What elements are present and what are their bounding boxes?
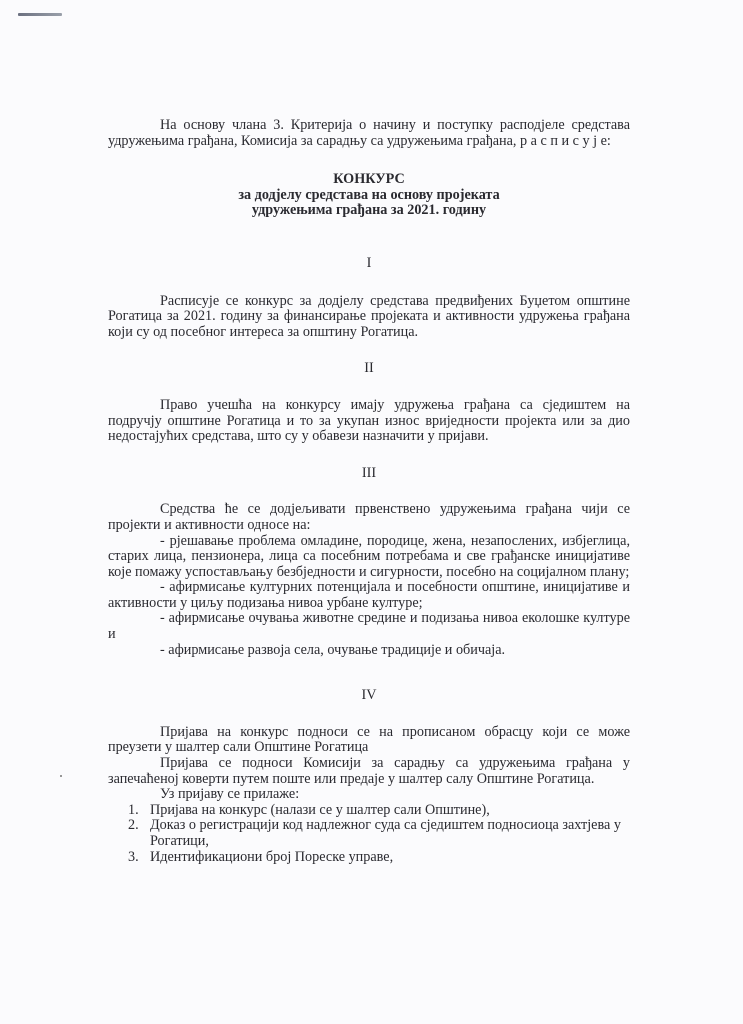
section-numeral-2: II	[364, 360, 374, 377]
document-title	[108, 172, 630, 219]
section-numeral-3: III	[361, 464, 377, 481]
document-body	[108, 118, 630, 865]
attachment-number: 2.	[128, 817, 139, 834]
attachment-number: 1.	[128, 801, 139, 818]
scan-edge-mark	[18, 13, 62, 16]
attachment-text: Доказ о регистрацији код надлежног суда са сједиштем подносиоца захтјева у Рогатици,	[150, 817, 621, 849]
attachment-text: Идентификациони број Пореске управе,	[150, 848, 394, 865]
section-2-paragraph: Право учешћа на конкурсу имају удружења грађана са сједиштем на подручју општине Рогатица и то за укупан износ вриједности пројекта или за дио недостајућих средстава, што су у обавези назначити у пријави.	[108, 396, 630, 445]
section-numeral-4: IV	[361, 687, 377, 704]
attachment-item	[108, 818, 630, 849]
attachment-item	[108, 850, 630, 866]
section-3-bullet-2: - афирмисање културних потенцијала и посебности општине, иницијативе и активности у циљу подизања нивоа урбане културе;	[108, 579, 630, 611]
section-3-bullet-4: - афирмисање развоја села, очување традиције и обичаја.	[160, 641, 506, 658]
title-line-1: КОНКУРС	[333, 171, 405, 188]
section-3-bullet-3: - афирмисање очувања животне средине и подизања нивоа еколошке културе и	[108, 610, 630, 643]
section-3-bullet-1: - рјешавање проблема омладине, породице, жена, незапослених, избјеглица, старих лица, пензионера, лица са посебним потребама и све грађанске иницијативе које помажу успостављању безбједности и сигурности, посебно на социјалном плану;	[108, 532, 630, 580]
attachments-intro: Уз пријаву се прилаже:	[160, 786, 300, 803]
attachments-list	[108, 803, 630, 865]
section-4-paragraph-1: Пријава на конкурс подноси се на прописаном обрасцу који се може преузети у шалтер сали Општине Рогатица	[108, 723, 630, 756]
section-1-paragraph: Расписује се конкурс за додјелу средстава предвиђених Буџетом општине Рогатица за 2021. годину за финансирање пројеката и активности удружења грађана који су од посебног интереса за општину Рогатица.	[108, 292, 630, 340]
section-numeral-1: I	[366, 254, 372, 271]
attachment-item	[108, 803, 630, 819]
title-line-2: за додјелу средстава на основу пројеката	[238, 186, 500, 203]
attachment-text: Пријава на конкурс (налази се у шалтер сали Општине),	[150, 801, 490, 818]
scan-speck	[60, 775, 62, 777]
section-3-paragraph: Средства ће се додјељивати првенствено удружењима грађана чији се пројекти и активности односе на:	[108, 501, 630, 533]
title-line-3: удружењима грађана за 2021. годину	[251, 202, 487, 219]
attachment-number: 3.	[128, 848, 139, 865]
section-4-paragraph-2: Пријава се подноси Комисији за сарадњу са удружењима грађана у запечаћеној коверти путем поште или предаје у шалтер салу Општине Рогатица.	[108, 755, 630, 787]
intro-paragraph: На основу члана 3. Критерија о начину и поступку расподјеле средстава удружењима грађана, Комисија за сарадњу са удружењима грађана, р а с п и с у ј е:	[108, 117, 630, 149]
